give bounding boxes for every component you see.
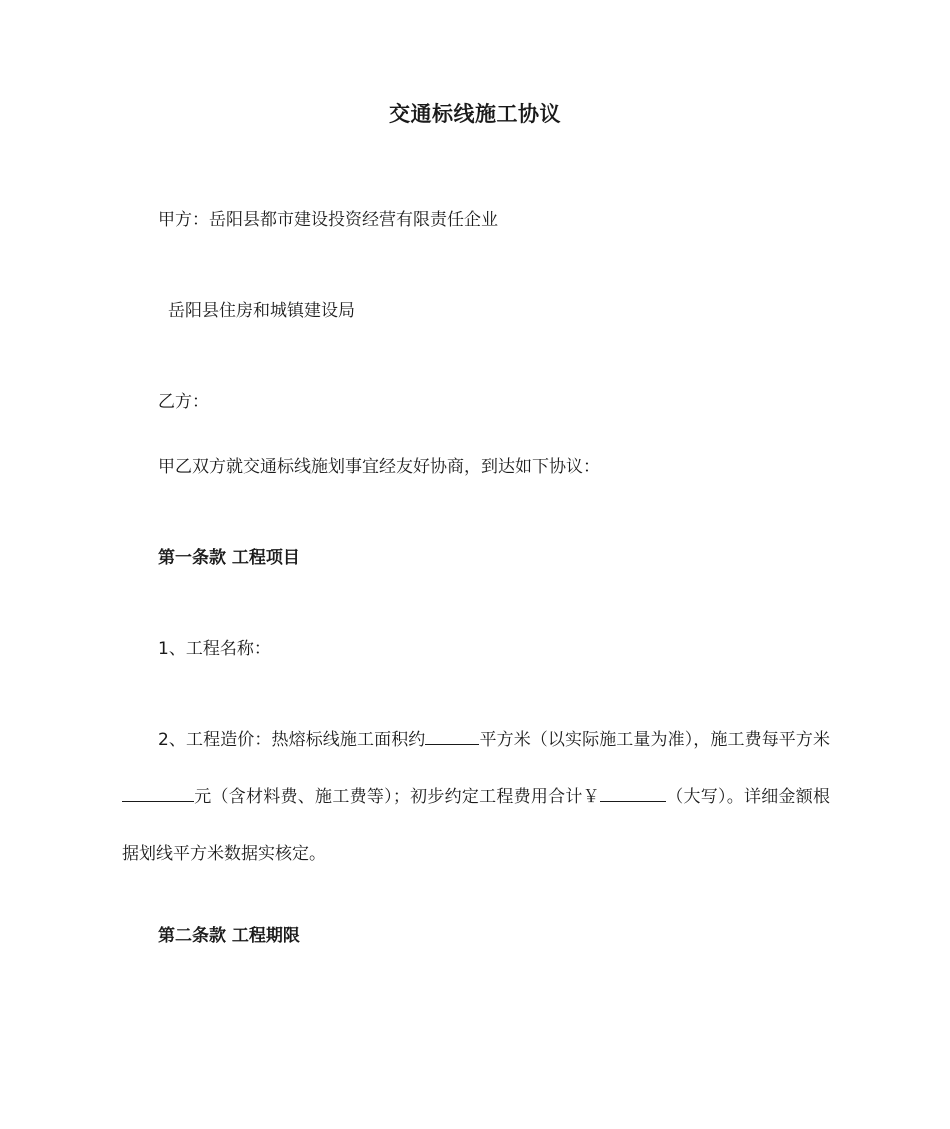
article-2-heading: 第二条款 工程期限 — [158, 926, 300, 946]
unit-price-blank — [122, 783, 194, 802]
item-2-text-4: （大写）。详细金额根据划线平方米数据实核定。 — [122, 787, 831, 864]
item-2-paragraph — [122, 712, 830, 883]
currency-symbol: ￥ — [582, 787, 600, 807]
item-2-text-1: 2、工程造价：热熔标线施工面积约 — [158, 730, 426, 750]
item-2-text-2: 平方米（以实际施工量为准），施工费每平方米 — [479, 730, 830, 750]
total-amount-blank — [600, 783, 666, 802]
party-a-line-2: 岳阳县住房和城镇建设局 — [168, 301, 355, 321]
party-b-line: 乙方： — [158, 392, 209, 412]
party-a-line-1: 甲方：岳阳县都市建设投资经营有限责任企业 — [158, 210, 498, 230]
item-1-project-name: 1、工程名称： — [158, 639, 271, 659]
article-1-heading: 第一条款 工程项目 — [158, 548, 300, 568]
document-title: 交通标线施工协议 — [389, 102, 561, 126]
intro-paragraph: 甲乙双方就交通标线施划事宜经友好协商，到达如下协议： — [158, 457, 600, 477]
area-blank — [425, 726, 479, 745]
item-2-text-3: 元（含材料费、施工费等）；初步约定工程费用合计 — [194, 787, 583, 807]
